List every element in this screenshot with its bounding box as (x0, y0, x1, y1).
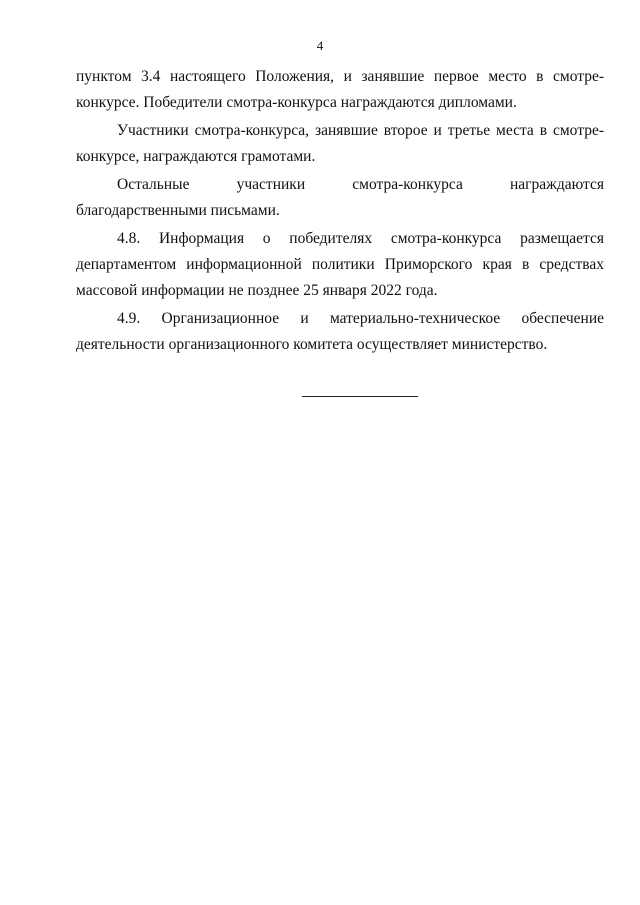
paragraph-continuation: пунктом 3.4 настоящего Положения, и занявшие первое место в смотре-конкурсе. Победители смотра-конкурса награждаются дипломами. (76, 68, 604, 111)
paragraph-4-9: 4.9. Организационное и материально-техническое обеспечение деятельности организационного комитета осуществляет министерство. (76, 310, 604, 353)
document-body (76, 64, 604, 358)
page-number: 4 (316, 38, 324, 53)
paragraph-second-third-place: Участники смотра-конкурса, занявшие второе и третье места в смотре-конкурсе, награждаются грамотами. (76, 122, 604, 165)
end-divider-line (302, 396, 418, 397)
paragraph-4-8: 4.8. Информация о победителях смотра-конкурса размещается департаментом информационной политики Приморского края в средствах массовой информации не позднее 25 января 2022 года. (76, 230, 604, 299)
paragraph-other-participants: Остальные участники смотра-конкурса награждаются благодарственными письмами. (76, 176, 604, 219)
